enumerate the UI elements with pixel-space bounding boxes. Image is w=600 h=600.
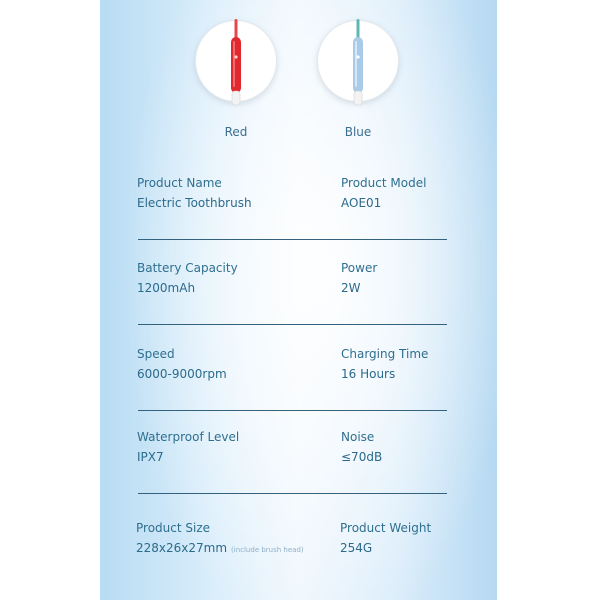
spec-label: Charging Time <box>341 347 429 361</box>
spec-battery-capacity <box>137 258 238 298</box>
spec-label: Speed <box>137 347 175 361</box>
spec-value: AOE01 <box>341 196 382 210</box>
spec-label: Waterproof Level <box>137 430 240 444</box>
spec-value: 6000-9000rpm <box>137 367 227 381</box>
spec-label: Product Model <box>341 176 427 190</box>
variant-blue-label: Blue <box>344 125 372 139</box>
red-toothbrush-icon <box>226 19 246 107</box>
spec-label: Product Name <box>137 176 222 190</box>
divider <box>138 239 447 240</box>
variant-blue-thumbnail[interactable] <box>317 20 399 102</box>
spec-speed <box>137 344 227 384</box>
spec-label: Battery Capacity <box>137 261 238 275</box>
variant-red[interactable] <box>191 20 281 139</box>
spec-label: Product Weight <box>340 521 432 535</box>
spec-note: (include brush head) <box>231 546 304 554</box>
spec-value: ≤70dB <box>341 450 383 464</box>
spec-product-size <box>136 518 304 560</box>
spec-value: Electric Toothbrush <box>137 196 252 210</box>
spec-value: 254G <box>340 541 373 555</box>
spec-label: Power <box>341 261 378 275</box>
spec-charging-time <box>341 344 428 384</box>
spec-label: Noise <box>341 430 375 444</box>
spec-product-model <box>341 173 426 213</box>
spec-label: Product Size <box>136 521 211 535</box>
spec-value-text: 228x26x27mm <box>136 541 228 555</box>
spec-value: IPX7 <box>137 450 164 464</box>
divider <box>138 493 447 494</box>
variant-red-thumbnail[interactable] <box>195 20 277 102</box>
spec-value <box>136 538 304 560</box>
blue-toothbrush-icon <box>348 19 368 107</box>
spec-value: 2W <box>341 281 361 295</box>
divider <box>138 324 447 325</box>
spec-noise <box>341 427 382 467</box>
variant-red-label: Red <box>224 125 248 139</box>
spec-value: 1200mAh <box>137 281 196 295</box>
divider <box>138 410 447 411</box>
spec-product-weight <box>340 518 431 558</box>
spec-product-name <box>137 173 252 213</box>
spec-waterproof-level <box>137 427 239 467</box>
spec-panel <box>100 0 497 600</box>
spec-power <box>341 258 377 298</box>
variant-blue[interactable] <box>313 20 403 139</box>
spec-value: 16 Hours <box>341 367 396 381</box>
